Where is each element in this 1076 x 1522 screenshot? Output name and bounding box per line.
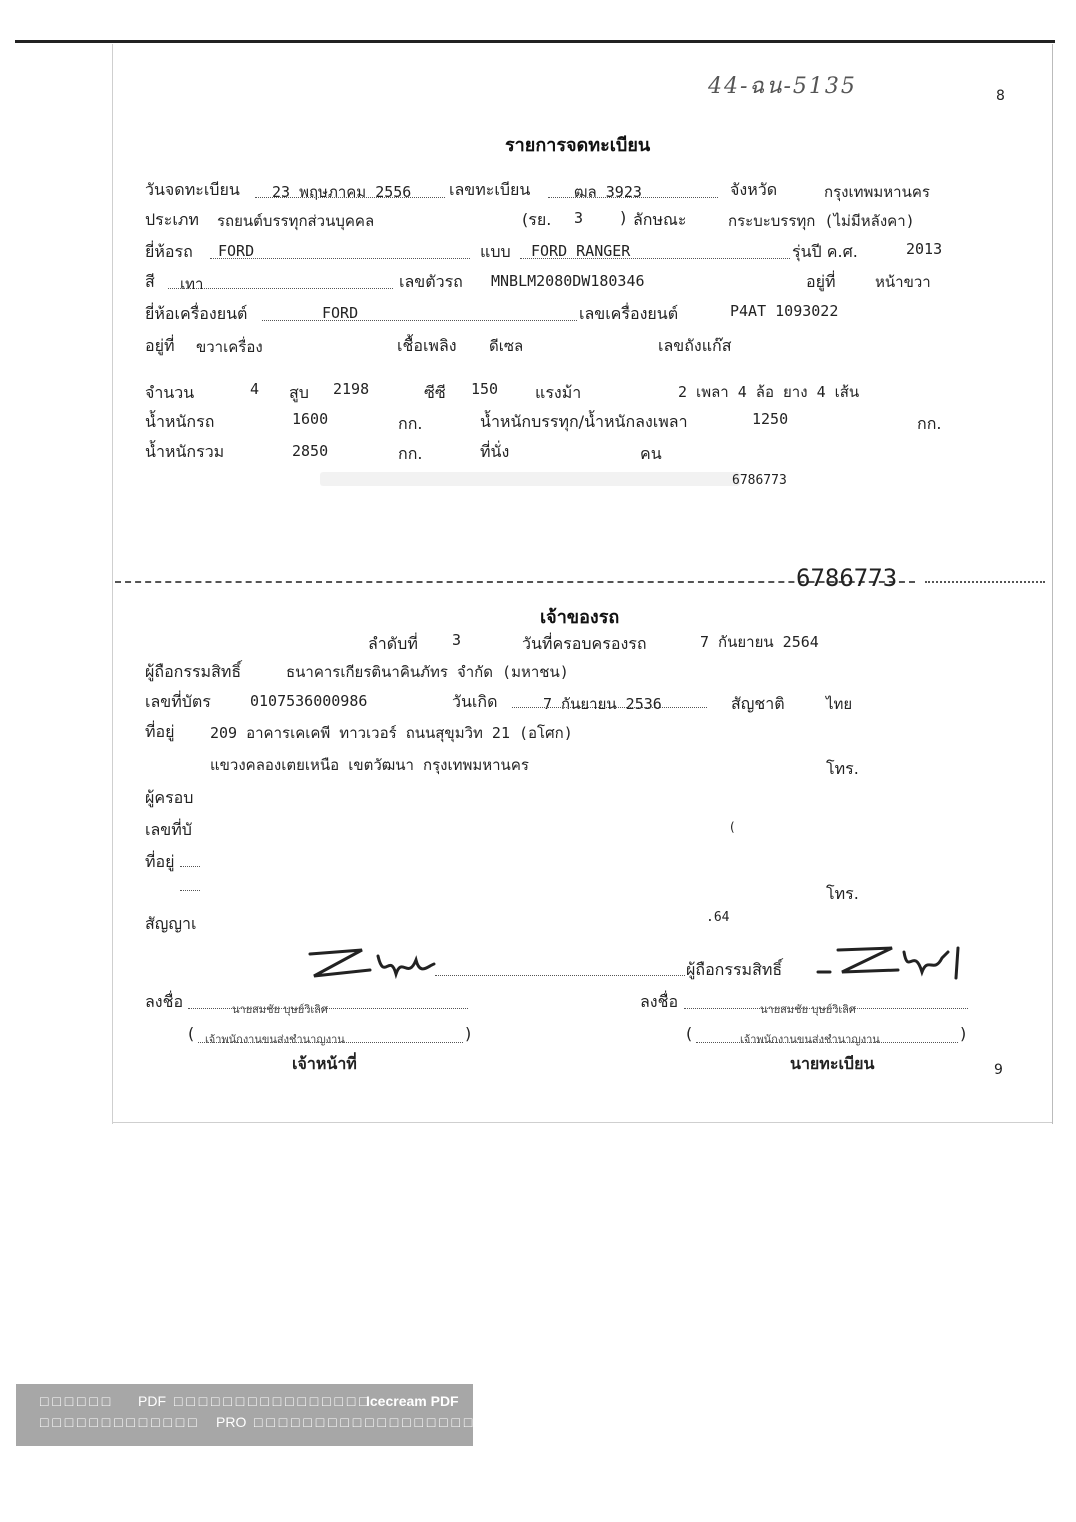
model: FORD RANGER [531,242,631,260]
fuel: ดีเซล [489,337,524,355]
possession-date: 7 กันยายน 2564 [700,633,819,651]
body-label: ลักษณะ [633,210,687,229]
ry-close: ) [620,208,627,227]
engine-location: ขวาเครื่อง [196,338,263,356]
perforation-line-end [925,581,1045,583]
cylinders-label: จำนวน [145,383,195,402]
cc-unit: ซีซี [424,383,446,402]
perforation-line [115,581,915,583]
make-label: ยี่ห้อรถ [145,242,193,261]
watermark-line1-pdf: PDF [138,1393,166,1409]
subtitle-left-dots [198,1042,463,1043]
subtitle-right-open: ( [686,1024,693,1043]
possession-date-label: วันที่ครอบครองรถ [522,634,647,653]
reg-date: 23 พฤษภาคม 2556 [272,183,412,201]
owner-tel-label: โทร. [826,759,859,778]
vin-location-label: อยู่ที่ [806,272,836,291]
subtitle-left: เจ้าพนักงานขนส่งชำนาญงาน [205,1033,345,1046]
subtitle-right-dots [696,1042,958,1043]
signer-name-left: นายสมชัย บุษย์วิเลิศ [232,1003,328,1016]
weight-unit: กก. [398,414,423,433]
seats-label: ที่นั่ง [480,442,510,461]
address-label: ที่อยู่ [145,722,175,741]
vin: MNBLM2080DW180346 [491,272,645,290]
subtitle-left-close: ) [465,1024,472,1043]
left-scan-edge [112,44,113,1124]
engine-location-label: อยู่ที่ [145,336,175,355]
total-weight-label: น้ำหนักรวม [145,442,225,461]
id-number: 0107536000986 [250,692,368,710]
possessor-address-dots [180,866,200,867]
sign-left-dots [188,1008,468,1009]
load-unit: กก. [917,414,942,433]
year: 2013 [906,240,943,258]
year-label: รุ่นปี ค.ศ. [792,242,858,261]
form-serial: 6786773 [732,473,787,488]
right-scan-edge [1052,44,1053,1124]
birth-date: 7 กันยายน 2536 [543,695,662,713]
possessor-tel-label: โทร. [826,884,859,903]
type-label: ประเภท [145,210,199,229]
signer-name-right: นายสมชัย บุษย์วิเลิศ [760,1003,856,1016]
engine-make-label: ยี่ห้อเครื่องยนต์ [145,304,248,323]
reg-date-dots [255,197,445,198]
color-label: สี [145,272,155,291]
color-dots [168,288,393,289]
subtitle-left-open: ( [188,1024,195,1043]
engine-no-label: เลขเครื่องยนต์ [579,304,679,323]
holder-label: ผู้ถือกรรมสิทธิ์ [145,662,242,681]
owner-title: เจ้าของรถ [540,607,620,628]
subtitle-right: เจ้าพนักงานขนส่งชำนาญงาน [740,1033,880,1046]
total-weight: 2850 [292,442,329,460]
watermark-line2-boxes-b: □ □ □ □ □ □ □ □ □ □ □ □ □ □ □ □ □ □ [254,1414,473,1430]
fuel-label: เชื้อเพลิง [397,336,457,355]
ry-label: (รย. [522,210,552,229]
horsepower: 150 [471,380,499,398]
make: FORD [218,242,255,260]
officer-signature [300,946,460,994]
vin-label: เลขตัวรถ [399,272,463,291]
top-scan-edge [15,40,1055,43]
sequence: 3 [452,631,462,649]
hp-unit: แรงม้า [535,383,582,402]
birth-dots [512,707,707,708]
reg-no-dots [548,197,718,198]
load: 1250 [752,410,789,428]
model-label: แบบ [480,242,511,261]
watermark-line1-boxes-b: □ □ □ □ □ □ □ □ □ □ □ □ □ □ □ □ [174,1393,368,1409]
handwritten-reference: 44-ฉน-5135 [708,74,857,99]
make-dots [210,258,470,259]
load-label: น้ำหนักบรรทุก/น้ำหนักลงเพลา [480,412,688,431]
holder-signature-label: ผู้ถือกรรมสิทธิ์ [686,960,783,979]
scan-smudge [320,472,740,486]
pdf-watermark [16,1384,473,1446]
possessor-address-label: ที่อยู่ [145,852,175,871]
address-line-2: แขวงคลองเตยเหนือ เขตวัฒนา กรุงเทพมหานคร [210,756,529,774]
vin-location: หน้าขวา [875,273,931,291]
watermark-line1-boxes-a: □ □ □ □ □ □ [40,1393,111,1409]
sequence-label: ลำดับที่ [368,634,418,653]
possessor-id-fragment: ( [730,820,735,834]
id-label: เลขที่บัตร [145,692,211,711]
total-weight-unit: กก. [398,444,423,463]
weight: 1600 [292,410,329,428]
reg-no: ฒล 3923 [574,183,642,201]
ry-value: 3 [574,209,584,227]
possessor-address-dots-2 [180,890,200,891]
birth-label: วันเกิด [452,692,498,711]
engine-no: P4AT 1093022 [730,302,839,320]
reg-no-label: เลขทะเบียน [449,180,531,199]
seats-unit: คน [640,444,662,463]
registrar-label: นายทะเบียน [790,1054,875,1073]
engine-make: FORD [322,304,359,322]
sign-label-right: ลงชื่อ [640,992,679,1011]
vehicle-type: รถยนต์บรรทุกส่วนบุคคล [217,212,375,230]
nationality: ไทย [826,695,853,713]
page-number-bottom: 9 [994,1062,1003,1078]
possessor-id-label: เลขที่บั [145,820,192,839]
address-line-1: 209 อาคารเคเคพี ทาวเวอร์ ถนนสุขุมวิท 21 (อโศก) [210,724,573,742]
sign-label-left: ลงชื่อ [145,992,184,1011]
registrar-signature [812,942,972,990]
nationality-label: สัญชาติ [731,694,785,713]
holder-name: ธนาคารเกียรตินาคินภัทร จำกัด (มหาชน) [286,663,569,681]
model-dots [520,258,790,259]
province-label: จังหวัด [730,180,778,199]
contract-fragment: .64 [706,910,730,925]
axles-wheels: 2 เพลา 4 ล้อ ยาง 4 เส้น [678,383,860,401]
form-serial-cut: 6786773 [796,564,898,588]
watermark-brand: Icecream PDF [366,1393,459,1409]
watermark-line2-pro: PRO [216,1414,247,1430]
engine-make-dots [262,320,577,321]
watermark-line2-boxes-a: □ □ □ □ □ □ □ □ □ □ □ □ □ [40,1414,197,1430]
reg-date-label: วันจดทะเบียน [145,180,240,199]
gas-tank-label: เลขถังแก๊ส [658,336,732,355]
officer-signature-line [435,975,685,976]
body-style: กระบะบรรทุก (ไม่มีหลังคา) [728,212,915,230]
cylinders: 4 [250,380,260,398]
weight-label: น้ำหนักรถ [145,412,215,431]
subtitle-right-close: ) [960,1024,967,1043]
bottom-scan-edge [112,1122,1052,1123]
contract-label: สัญญาเ [145,914,197,933]
province: กรุงเทพมหานคร [824,183,930,201]
possessor-label: ผู้ครอบ [145,788,194,807]
color: เทา [180,275,204,293]
page-number-top: 8 [996,88,1005,104]
engine-cc: 2198 [333,380,370,398]
registration-title: รายการจดทะเบียน [505,135,651,156]
officer-label: เจ้าหน้าที่ [292,1054,357,1073]
cylinder-unit: สูบ [289,383,309,402]
